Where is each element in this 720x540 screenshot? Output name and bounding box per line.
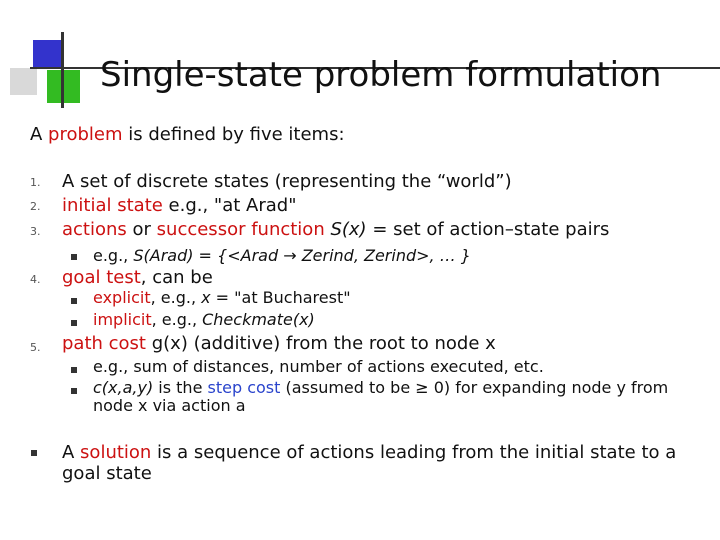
item-number: 3. (30, 225, 41, 238)
bullet-square (71, 367, 77, 373)
bullet-square (71, 388, 77, 394)
slide-title: Single-state problem formulation (100, 55, 662, 95)
solution-continuation: goal state (62, 463, 152, 484)
sub-item-continuation: node x via action a (93, 396, 246, 415)
decor-blue-square (33, 40, 61, 68)
term-solution: solution (80, 442, 152, 463)
sub-item: e.g., S(Arad) = {<Arad → Zerind, Zerind>, … } (93, 246, 471, 265)
bullet-square (71, 320, 77, 326)
item-number: 2. (30, 200, 41, 213)
list-item: A set of discrete states (representing the “world”) (62, 171, 512, 192)
sub-item: implicit, e.g., Checkmate(x) (93, 310, 315, 329)
decor-vertical-line (61, 32, 64, 108)
item-number: 1. (30, 176, 41, 189)
sub-item: explicit, e.g., x = "at Bucharest" (93, 288, 351, 307)
bullet-square (31, 450, 37, 456)
term-problem: problem (48, 124, 123, 145)
list-item: path cost g(x) (additive) from the root to node x (62, 333, 496, 354)
intro-line: A problem is defined by five items: (30, 124, 345, 145)
sub-item: c(x,a,y) is the step cost (assumed to be ≥ 0) for expanding node y from (93, 378, 669, 397)
item-number: 5. (30, 341, 41, 354)
item-number: 4. (30, 273, 41, 286)
list-item: goal test, can be (62, 267, 213, 288)
sub-item: e.g., sum of distances, number of actions executed, etc. (93, 357, 544, 376)
list-item: initial state e.g., "at Arad" (62, 195, 297, 216)
solution-line: A solution is a sequence of actions leading from the initial state to a (62, 442, 677, 463)
bullet-square (71, 298, 77, 304)
decor-gray-square (10, 68, 37, 95)
bullet-square (71, 254, 77, 260)
list-item: actions or successor function S(x) = set of action–state pairs (62, 219, 610, 240)
